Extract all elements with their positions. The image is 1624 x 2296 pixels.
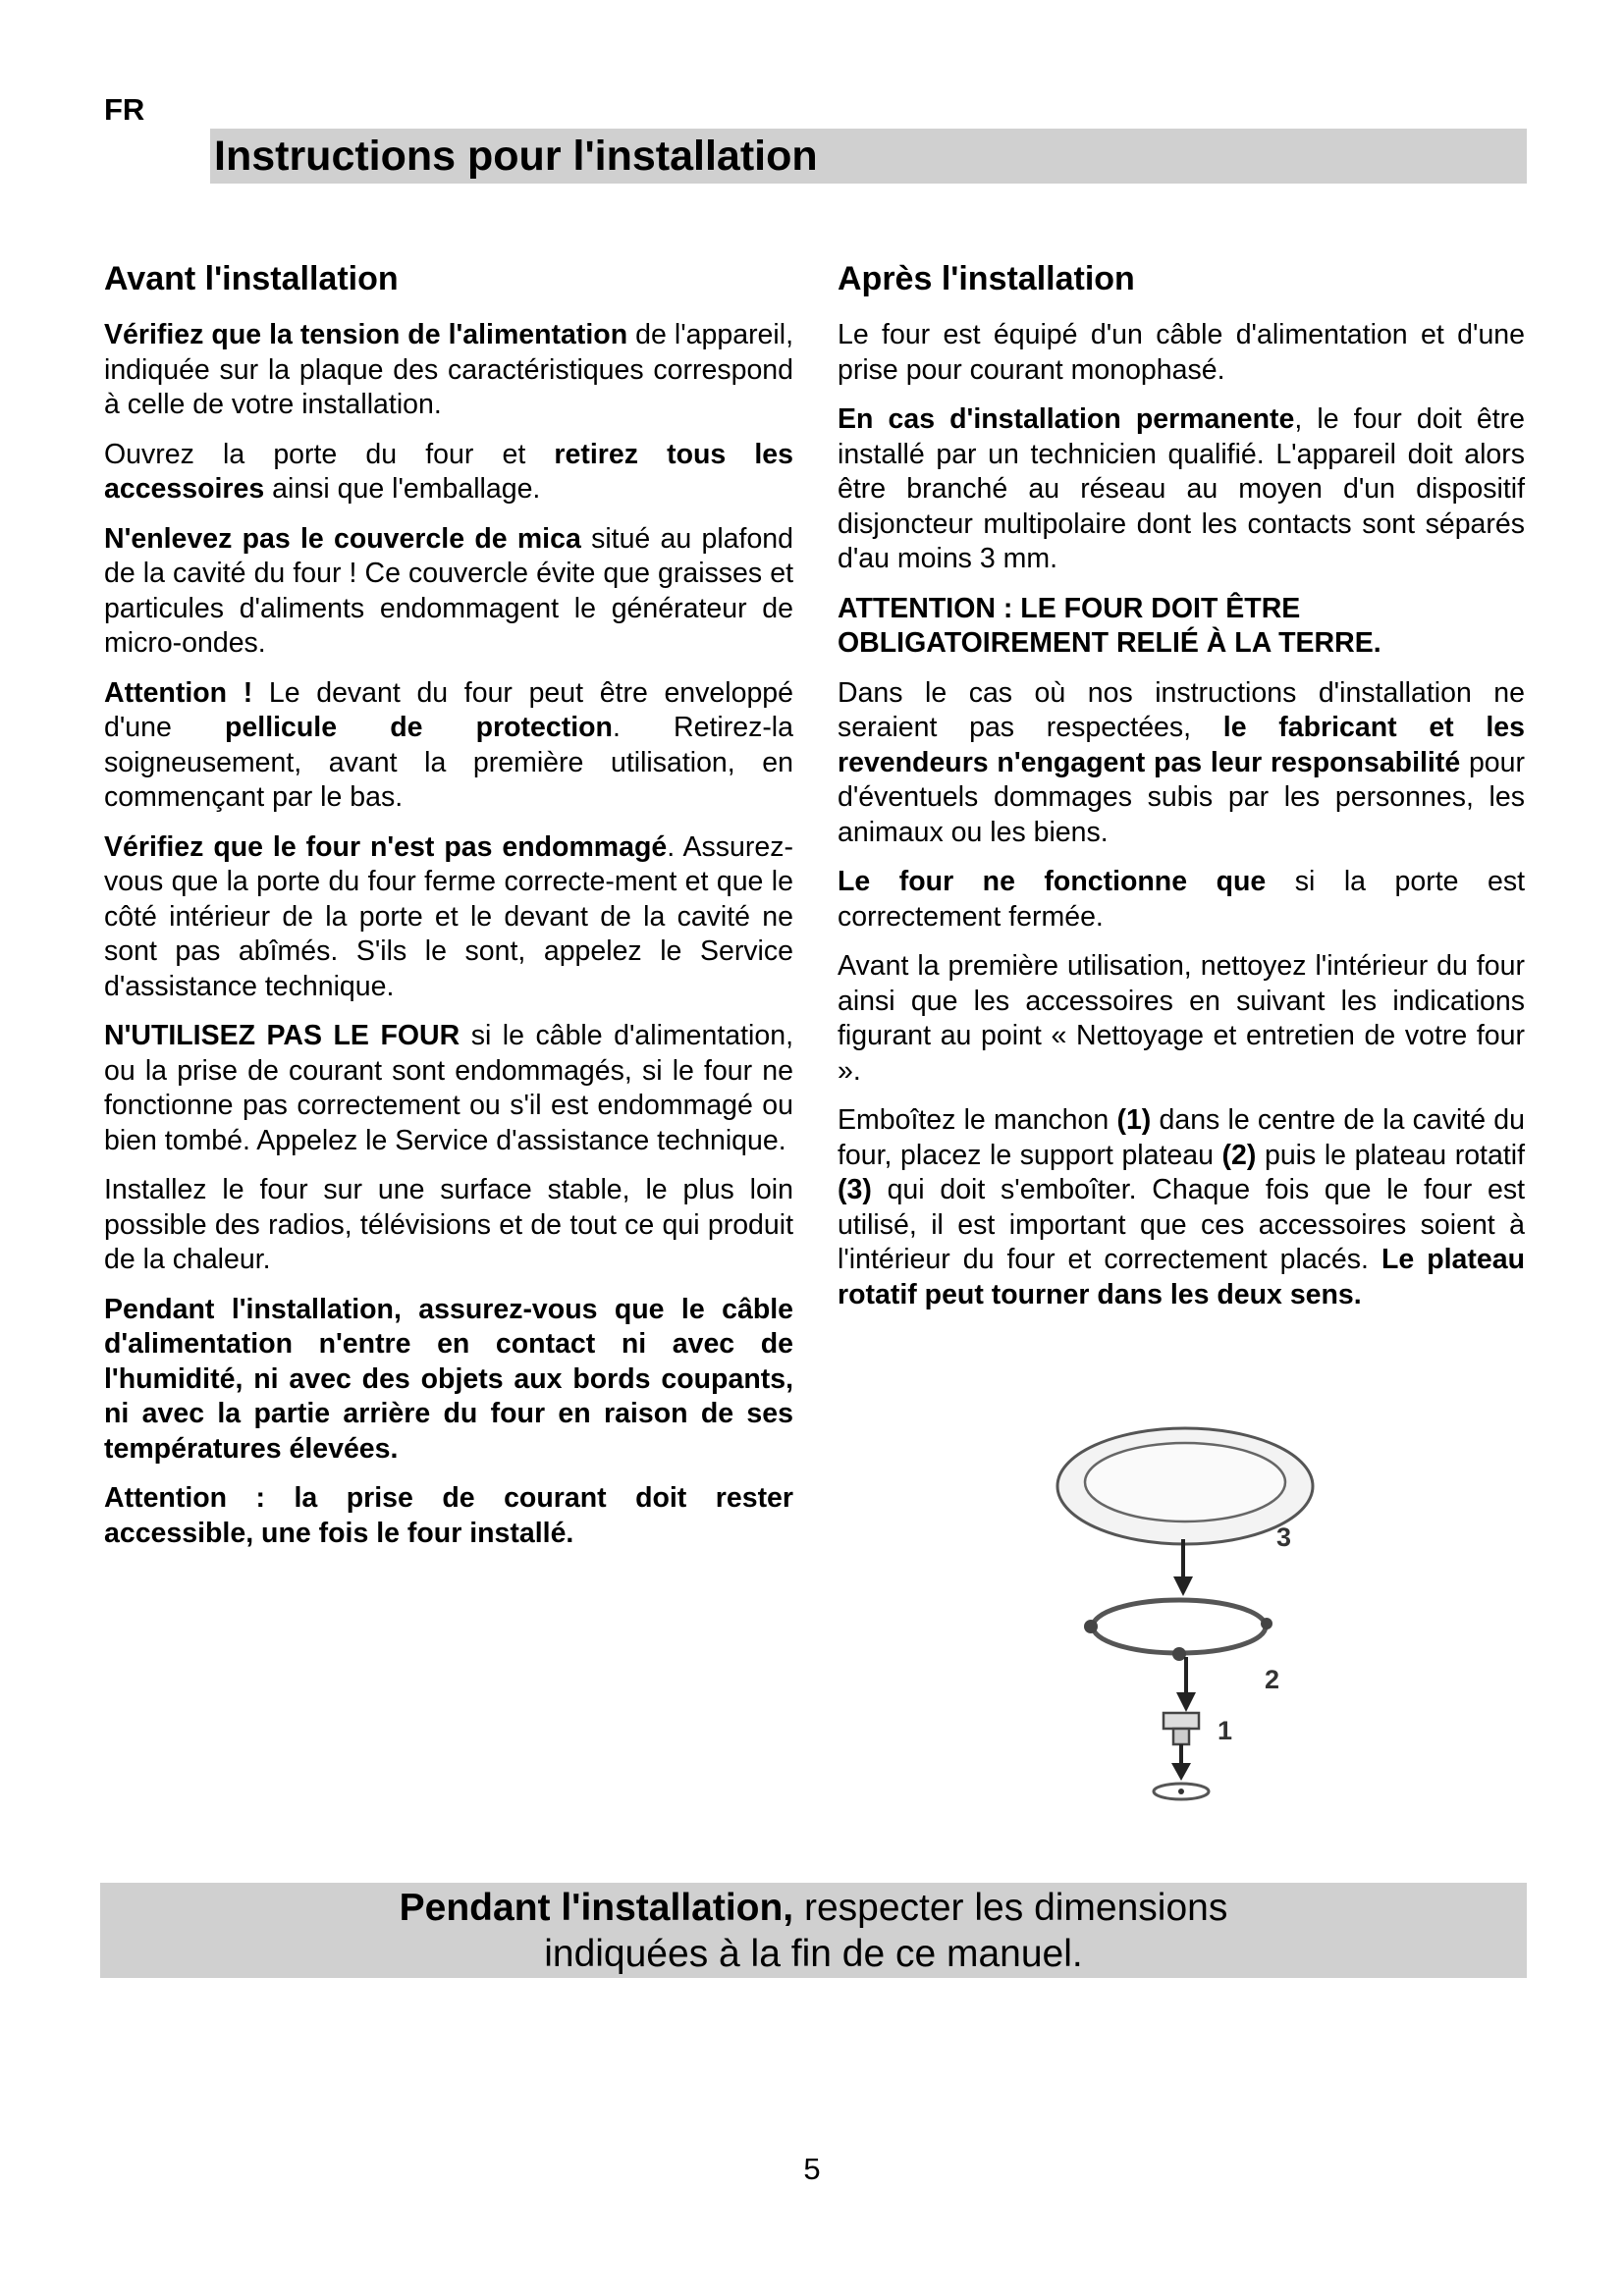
paragraph-protective-film: Attention ! Le devant du four peut être enveloppé d'une pellicule de protection. Retirez-la soigneusement, avant la première utilisation, en commençant par le bas. bbox=[104, 676, 793, 813]
paragraph-door-closed: Le four ne fonctionne que si la porte est correctement fermée. bbox=[838, 866, 1526, 933]
right-column bbox=[838, 257, 1525, 1327]
coupler-sleeve-icon bbox=[1164, 1713, 1199, 1781]
paragraph-first-cleaning: Avant la première utilisation, nettoyez l'intérieur du four ainsi que les accessoires en suivant les indications figurant au point « Nettoyage et entretien de votre four ». bbox=[838, 950, 1525, 1087]
paragraph-socket-accessible: Attention : la prise de courant doit rester accessible, une fois le four installé. bbox=[104, 1482, 793, 1549]
plate-support-ring-icon bbox=[1084, 1600, 1272, 1661]
paragraph-stable-surface: Installez le four sur une surface stable, le plus loin possible des radios, télévisions et de tout ce qui produit de la chaleur. bbox=[104, 1174, 793, 1275]
page-number: 5 bbox=[803, 2152, 821, 2186]
diagram-label-1: 1 bbox=[1218, 1716, 1233, 1745]
page-title: Instructions pour l'installation bbox=[214, 133, 818, 180]
diagram-label-3: 3 bbox=[1276, 1522, 1292, 1552]
installation-dimensions-note: Pendant l'installation, respecter les dimensions indiquées à la fin de ce manuel. bbox=[100, 1883, 1527, 1978]
title-bar bbox=[210, 129, 1527, 184]
section-heading-after-installation: Après l'installation bbox=[838, 260, 1135, 297]
paragraph-turntable-assembly: Emboîtez le manchon (1) dans le centre de la cavité du four, placez le support plateau (2) puis le plateau rotatif (3) qui doit s'emboîter. Chaque fois que le four est utilisé, il est important que ces accessoires soient à l'intérieur du four et correctement placés. Le plateau rotatif peut tourner dans les deux sens. bbox=[838, 1104, 1525, 1310]
arrow-down-icon bbox=[1176, 1657, 1196, 1712]
drive-shaft-icon bbox=[1154, 1784, 1209, 1799]
paragraph-do-not-use: N'UTILISEZ PAS LE FOUR si le câble d'alimentation, ou la prise de courant sont endommagés, si le four ne fonctionne pas correctement ou s'il est endommagé ou bien tombé. Appelez le Service d'assistance technique. bbox=[104, 1020, 793, 1156]
section-heading-before-installation: Avant l'installation bbox=[104, 260, 399, 297]
language-code: FR bbox=[104, 92, 145, 127]
paragraph-voltage-check: Vérifiez que la tension de l'alimentation de l'appareil, indiquée sur la plaque des caractéristiques correspond à celle de votre installation. bbox=[104, 319, 793, 420]
turntable-plate-icon bbox=[1057, 1428, 1313, 1544]
paragraph-power-cable: Le four est équipé d'un câble d'alimentation et d'une prise pour courant monophasé. bbox=[838, 319, 1525, 386]
paragraph-liability: Dans le cas où nos instructions d'installation ne seraient pas respectées, le fabricant et les revendeurs n'engagent pas leur responsabilité pour d'éventuels dommages subis par les personnes, les animaux ou les biens. bbox=[838, 676, 1525, 848]
paragraph-cable-warning: Pendant l'installation, assurez-vous que le câble d'alimentation n'entre en contact ni avec de l'humidité, ni avec des objets aux bords coupants, ni avec la partie arrière du four en raison de ses températures élevées. bbox=[104, 1293, 793, 1465]
paragraph-mica-cover: N'enlevez pas le couvercle de mica situé au plafond de la cavité du four ! Ce couvercle évite que graisses et particules d'aliments endommagent le générateur de micro-ondes. bbox=[104, 522, 793, 659]
left-column bbox=[104, 257, 793, 1566]
paragraph-earth-warning: ATTENTION : LE FOUR DOIT ÊTRE OBLIGATOIREMENT RELIÉ À LA TERRE. bbox=[838, 592, 1381, 659]
paragraph-remove-accessories: Ouvrez la porte du four et retirez tous les accessoires ainsi que l'emballage. bbox=[104, 438, 793, 505]
arrow-down-icon bbox=[1173, 1539, 1193, 1596]
paragraph-damage-check: Vérifiez que le four n'est pas endommagé. Assurez-vous que la porte du four ferme correcte-ment et que le côté intérieur de la porte et le devant de la cavité ne sont pas abîmés. S'ils le sont, appelez le Service d'assistance technique. bbox=[104, 830, 793, 1002]
turntable-assembly-diagram bbox=[1056, 1423, 1384, 1836]
paragraph-permanent-installation: En cas d'installation permanente, le four doit être installé par un technicien qualifié. L'appareil doit alors être branché au réseau au moyen d'un dispositif disjoncteur multipolaire dont les contacts sont séparés d'au moins 3 mm. bbox=[838, 403, 1525, 574]
diagram-label-2: 2 bbox=[1265, 1665, 1280, 1694]
